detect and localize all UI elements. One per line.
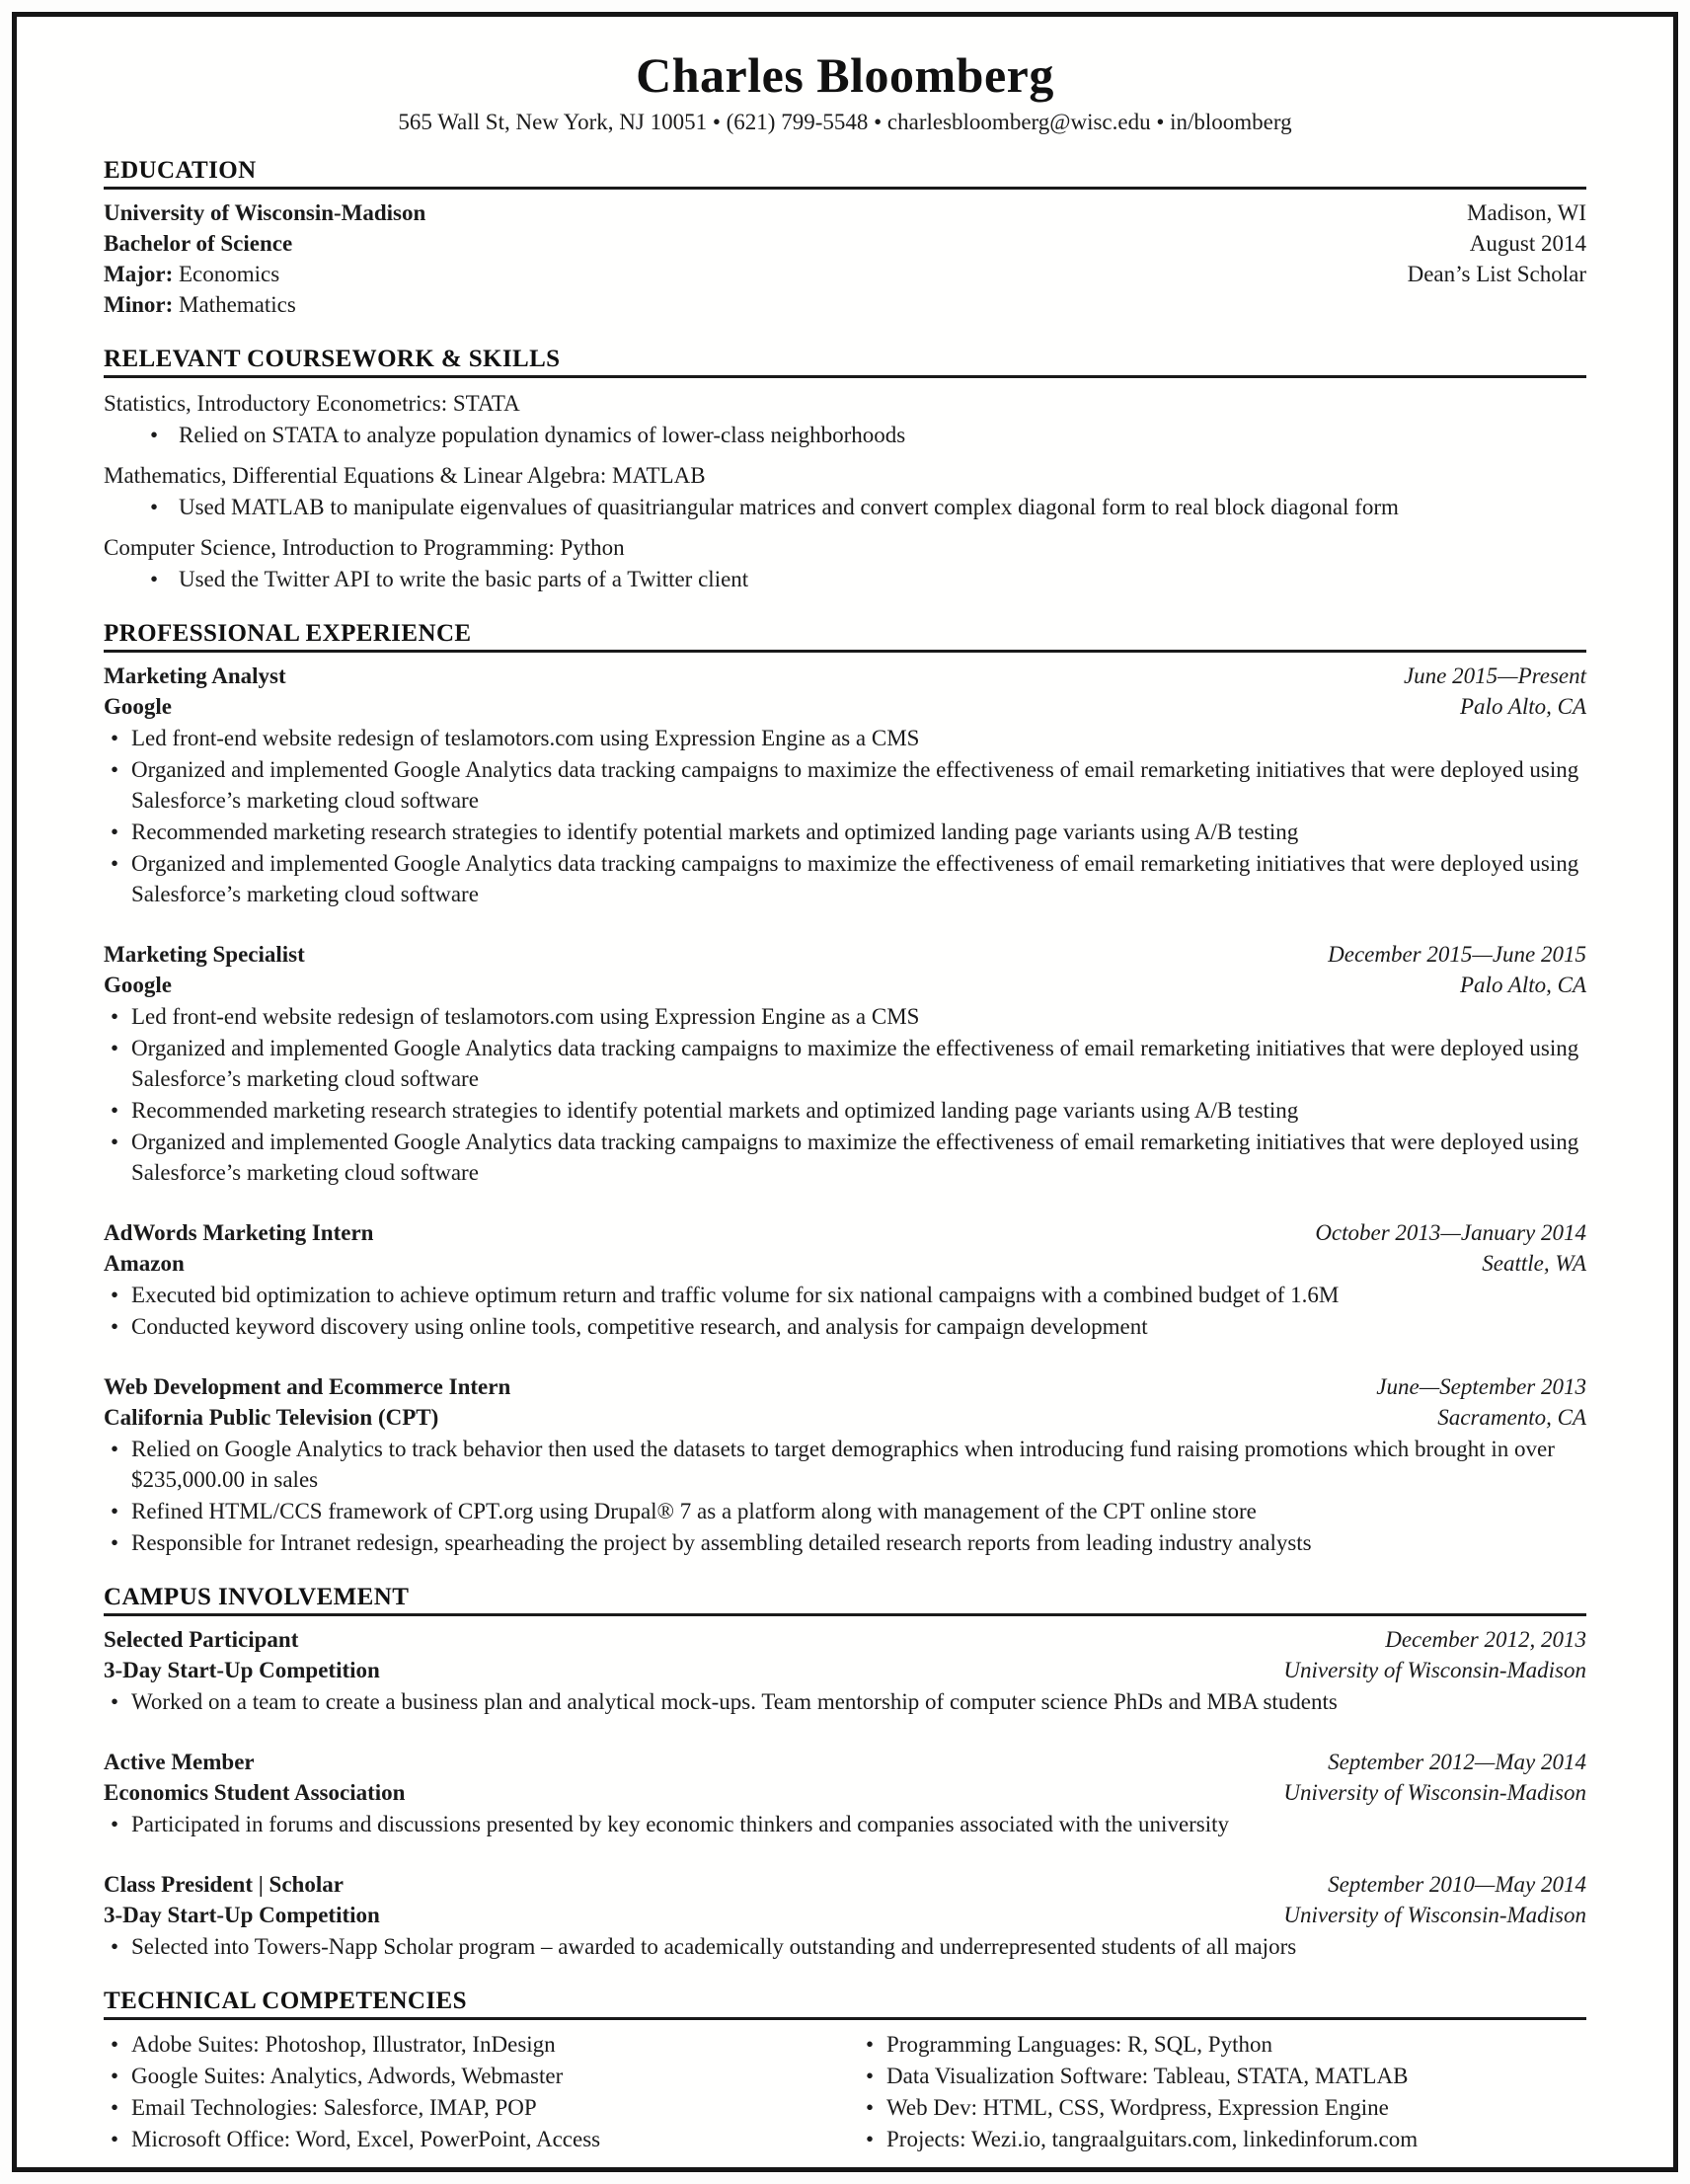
education-major — [104, 259, 279, 289]
activity-dates: December 2012, 2013 — [1385, 1627, 1586, 1652]
job-subheader-row — [104, 970, 1586, 1000]
activity-role: Selected Participant — [104, 1627, 299, 1652]
resume-name: Charles Bloomberg — [636, 47, 1054, 103]
course-group — [104, 532, 1586, 594]
activity-entry — [104, 1624, 1586, 1717]
job-bullets — [104, 1001, 1586, 1188]
job-bullets — [104, 1434, 1586, 1558]
course-title: Computer Science, Introduction to Programming: Python — [104, 535, 625, 560]
education-row — [104, 197, 1586, 228]
job-dates: October 2013—January 2014 — [1315, 1220, 1586, 1245]
activity-role: Class President | Scholar — [104, 1872, 344, 1897]
job-header-row — [104, 661, 1586, 691]
education-location: Madison, WI — [1467, 200, 1586, 225]
bullet-item: • Microsoft Office: Word, Excel, PowerPoint, Access — [104, 2124, 845, 2154]
section-heading-technical: TECHNICAL COMPETENCIES — [104, 1988, 1586, 2020]
bullet-item: • Organized and implemented Google Analytics data tracking campaigns to maximize the effectiveness of email remarketing initiatives that were deployed using Salesforce’s marketing cloud software — [104, 1033, 1586, 1094]
activity-header-row — [104, 1624, 1586, 1655]
education-minor-label: Minor: — [104, 292, 174, 317]
education-date: August 2014 — [1469, 231, 1586, 256]
bullet-item: • Selected into Towers-Napp Scholar program – awarded to academically outstanding and underrepresented students of all majors — [104, 1931, 1586, 1962]
job-subheader-row — [104, 691, 1586, 722]
activity-subheader-row — [104, 1900, 1586, 1930]
job-title: Web Development and Ecommerce Intern — [104, 1374, 511, 1399]
job-entry — [104, 1217, 1586, 1342]
job-title: AdWords Marketing Intern — [104, 1220, 374, 1245]
course-group — [104, 460, 1586, 522]
job-company: Google — [104, 694, 172, 719]
job-title: Marketing Specialist — [104, 942, 305, 967]
section-heading-coursework: RELEVANT COURSEWORK & SKILLS — [104, 346, 1586, 378]
technical-right-column — [845, 2028, 1586, 2154]
bullet-item: • Responsible for Intranet redesign, spearheading the project by assembling detailed research reports from leading industry analysts — [104, 1527, 1586, 1558]
activity-subheader-row — [104, 1777, 1586, 1808]
job-title: Marketing Analyst — [104, 663, 286, 688]
bullet-item: • Organized and implemented Google Analytics data tracking campaigns to maximize the effectiveness of email remarketing initiatives that were deployed using Salesforce’s marketing cloud software — [104, 754, 1586, 816]
activity-subheader-row — [104, 1655, 1586, 1685]
job-location: Seattle, WA — [1482, 1251, 1586, 1276]
bullet-item: • Refined HTML/CCS framework of CPT.org using Drupal® 7 as a platform along with management of the CPT online store — [104, 1496, 1586, 1526]
education-row — [104, 228, 1586, 259]
course-group — [104, 388, 1586, 450]
bullet-item: • Programming Languages: R, SQL, Python — [859, 2029, 1586, 2060]
activity-bullets — [104, 1809, 1586, 1839]
job-location: Palo Alto, CA — [1460, 694, 1586, 719]
bullet-item: • Relied on STATA to analyze population dynamics of lower-class neighborhoods — [104, 420, 1586, 450]
job-header-row — [104, 939, 1586, 970]
job-subheader-row — [104, 1248, 1586, 1279]
job-company: California Public Television (CPT) — [104, 1405, 439, 1430]
activity-dates: September 2012—May 2014 — [1328, 1750, 1586, 1774]
activity-header-row — [104, 1869, 1586, 1900]
bullet-item: • Used MATLAB to manipulate eigenvalues of quasitriangular matrices and convert complex diagonal form to real block diagonal form — [104, 492, 1586, 522]
contact-line: 565 Wall St, New York, NJ 10051 • (621) 799-5548 • charlesbloomberg@wisc.edu • in/bloomberg — [398, 110, 1292, 134]
technical-right-list — [859, 2029, 1586, 2154]
education-degree: Bachelor of Science — [104, 231, 293, 256]
bullet-item: • Executed bid optimization to achieve optimum return and traffic volume for six national campaigns with a combined budget of 1.6M — [104, 1280, 1586, 1310]
activity-bullets — [104, 1686, 1586, 1717]
campus-section — [104, 1624, 1586, 1962]
technical-section — [104, 2028, 1586, 2154]
course-bullets — [104, 492, 1586, 522]
job-bullets — [104, 1280, 1586, 1342]
section-heading-experience: PROFESSIONAL EXPERIENCE — [104, 620, 1586, 653]
job-dates: June 2015—Present — [1403, 663, 1586, 688]
section-heading-campus: CAMPUS INVOLVEMENT — [104, 1584, 1586, 1616]
job-location: Palo Alto, CA — [1460, 973, 1586, 997]
activity-role: Active Member — [104, 1750, 255, 1774]
activity-entry — [104, 1869, 1586, 1962]
bullet-item: • Data Visualization Software: Tableau, STATA, MATLAB — [859, 2061, 1586, 2091]
job-dates: June—September 2013 — [1376, 1374, 1586, 1399]
bullet-item: • Participated in forums and discussions presented by key economic thinkers and companies associated with the university — [104, 1809, 1586, 1839]
activity-location: University of Wisconsin-Madison — [1283, 1780, 1586, 1805]
job-header-row — [104, 1371, 1586, 1402]
bullet-item: • Led front-end website redesign of teslamotors.com using Expression Engine as a CMS — [104, 1001, 1586, 1032]
activity-entry — [104, 1747, 1586, 1839]
section-heading-education: EDUCATION — [104, 157, 1586, 190]
technical-left-list — [104, 2029, 845, 2154]
job-company: Amazon — [104, 1251, 185, 1276]
bullet-item: • Recommended marketing research strategies to identify potential markets and optimized landing page variants using A/B testing — [104, 817, 1586, 847]
course-title: Statistics, Introductory Econometrics: STATA — [104, 391, 520, 416]
bullet-item: • Email Technologies: Salesforce, IMAP, POP — [104, 2092, 845, 2123]
job-entry — [104, 1371, 1586, 1558]
bullet-item: • Used the Twitter API to write the basic parts of a Twitter client — [104, 564, 1586, 594]
job-entry — [104, 939, 1586, 1188]
bullet-item: • Relied on Google Analytics to track behavior then used the datasets to target demographics when introducing fund raising promotions which brought in over $235,000.00 in sales — [104, 1434, 1586, 1495]
coursework-section — [104, 388, 1586, 594]
education-section — [104, 197, 1586, 320]
experience-section — [104, 661, 1586, 1558]
bullet-item: • Organized and implemented Google Analytics data tracking campaigns to maximize the effectiveness of email remarketing initiatives that were deployed using Salesforce’s marketing cloud software — [104, 1127, 1586, 1188]
education-honor: Dean’s List Scholar — [1407, 262, 1586, 286]
education-minor-value: Mathematics — [179, 292, 296, 317]
education-minor — [104, 289, 296, 320]
job-location: Sacramento, CA — [1437, 1405, 1586, 1430]
activity-org: 3-Day Start-Up Competition — [104, 1658, 380, 1682]
activity-bullets — [104, 1931, 1586, 1962]
bullet-item: • Conducted keyword discovery using online tools, competitive research, and analysis for campaign development — [104, 1311, 1586, 1342]
course-bullets — [104, 564, 1586, 594]
bullet-item: • Organized and implemented Google Analytics data tracking campaigns to maximize the effectiveness of email remarketing initiatives that were deployed using Salesforce’s marketing cloud software — [104, 848, 1586, 909]
bullet-item: • Web Dev: HTML, CSS, Wordpress, Expression Engine — [859, 2092, 1586, 2123]
job-bullets — [104, 723, 1586, 909]
activity-header-row — [104, 1747, 1586, 1777]
job-header-row — [104, 1217, 1586, 1248]
job-dates: December 2015—June 2015 — [1328, 942, 1586, 967]
bullet-item: • Google Suites: Analytics, Adwords, Webmaster — [104, 2061, 845, 2091]
activity-dates: September 2010—May 2014 — [1328, 1872, 1586, 1897]
bullet-item: • Worked on a team to create a business plan and analytical mock-ups. Team mentorship of computer science PhDs and MBA students — [104, 1686, 1586, 1717]
job-entry — [104, 661, 1586, 909]
job-subheader-row — [104, 1402, 1586, 1433]
page-border-frame — [12, 12, 1678, 2172]
activity-location: University of Wisconsin-Madison — [1283, 1903, 1586, 1927]
bullet-item: • Recommended marketing research strategies to identify potential markets and optimized landing page variants using A/B testing — [104, 1095, 1586, 1126]
activity-location: University of Wisconsin-Madison — [1283, 1658, 1586, 1682]
bullet-item: • Projects: Wezi.io, tangraalguitars.com, linkedinforum.com — [859, 2124, 1586, 2154]
education-row — [104, 259, 1586, 289]
bullet-item: • Led front-end website redesign of teslamotors.com using Expression Engine as a CMS — [104, 723, 1586, 753]
job-company: Google — [104, 973, 172, 997]
activity-org: 3-Day Start-Up Competition — [104, 1903, 380, 1927]
course-bullets — [104, 420, 1586, 450]
education-school: University of Wisconsin-Madison — [104, 200, 426, 225]
education-major-value: Economics — [179, 262, 280, 286]
bullet-item: • Adobe Suites: Photoshop, Illustrator, InDesign — [104, 2029, 845, 2060]
education-major-label: Major: — [104, 262, 174, 286]
course-title: Mathematics, Differential Equations & Linear Algebra: MATLAB — [104, 463, 706, 488]
education-row — [104, 289, 1586, 320]
activity-org: Economics Student Association — [104, 1780, 406, 1805]
technical-left-column — [104, 2028, 845, 2154]
